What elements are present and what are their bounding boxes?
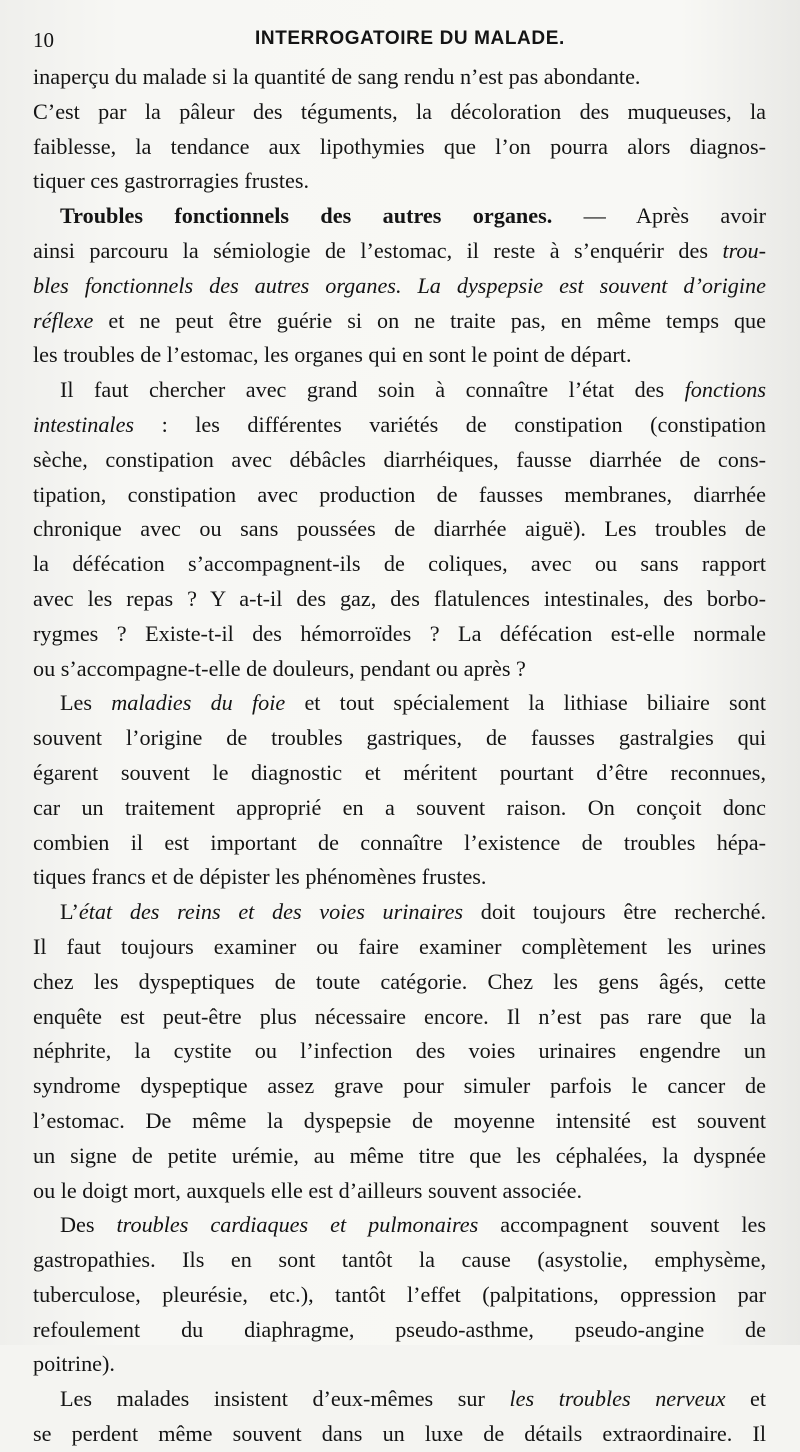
text-run: : les différentes variétés de constipation (constipation <box>134 411 766 437</box>
text-line <box>33 373 766 408</box>
text-run: un signe de petite urémie, au même titre que les céphalées, la dyspnée <box>33 1142 766 1168</box>
text-line <box>33 1208 766 1243</box>
text-line <box>33 269 766 304</box>
text-line <box>33 130 766 165</box>
text-run: souvent l’origine de troubles gastriques, de fausses gastralgies qui <box>33 725 766 751</box>
text-line <box>33 512 766 547</box>
text-run: ou s’accompagne-t-elle de douleurs, pendant ou après ? <box>33 655 526 681</box>
text-run: chez les dyspeptiques de toute catégorie. Chez les gens âgés, cette <box>33 968 766 994</box>
text-run: et tout spécialement la lithiase biliaire sont <box>285 690 766 716</box>
text-run: accompagnent souvent les <box>478 1212 766 1238</box>
text-run: car un traitement approprié en a souvent raison. On conçoit donc <box>33 794 766 820</box>
text-run: Il faut toujours examiner ou faire examiner complètement les urines <box>33 933 766 959</box>
text-line <box>33 1034 766 1069</box>
text-run: poitrine). <box>33 1351 115 1377</box>
text-line <box>33 95 766 130</box>
text-run: se perdent même souvent dans un luxe de détails extraordinaire. Il <box>33 1421 766 1447</box>
text-run: combien il est important de connaître l’existence de troubles hépa- <box>33 829 766 855</box>
text-run: égarent souvent le diagnostic et méritent pourtant d’être reconnues, <box>33 759 766 785</box>
italic-text: bles fonctionnels des autres organes. La dyspepsie est souvent d’origine <box>33 272 766 298</box>
text-line <box>33 721 766 756</box>
text-run: l’estomac. De même la dyspepsie de moyenne intensité est souvent <box>33 1107 766 1133</box>
text-line <box>33 1139 766 1174</box>
text-run: Les <box>60 690 112 716</box>
text-run: gastropathies. Ils en sont tantôt la cause (asystolie, emphysème, <box>33 1247 766 1273</box>
section-heading: Troubles fonctionnels des autres organes. <box>60 203 553 229</box>
text-line <box>33 443 766 478</box>
text-run: néphrite, la cystite ou l’infection des voies urinaires engendre un <box>33 1038 766 1064</box>
text-run: refoulement du diaphragme, pseudo-asthme, pseudo-angine de <box>33 1316 766 1342</box>
text-run: et ne peut être guérie si on ne traite pas, en même temps que <box>93 307 766 333</box>
text-line <box>33 1313 766 1348</box>
text-run: tiques francs et de dépister les phénomènes frustes. <box>33 864 487 890</box>
text-line <box>33 1104 766 1139</box>
page-header <box>33 28 766 58</box>
body-text <box>33 60 766 1452</box>
text-line <box>33 791 766 826</box>
text-run: enquête est peut-être plus nécessaire encore. Il n’est pas rare que la <box>33 1003 766 1029</box>
text-run: ainsi parcouru la sémiologie de l’estomac, il reste à s’enquérir des <box>33 237 723 263</box>
text-line <box>33 234 766 269</box>
text-run: avec les repas ? Y a-t-il des gaz, des flatulences intestinales, des borbo- <box>33 585 766 611</box>
text-line <box>33 60 766 95</box>
text-line <box>33 652 766 687</box>
text-run: tipation, constipation avec production de fausses membranes, diarrhée <box>33 481 766 507</box>
italic-text: les troubles nerveux <box>509 1386 726 1412</box>
text-line <box>33 304 766 339</box>
page-number: 10 <box>33 28 54 52</box>
text-line <box>33 1000 766 1035</box>
text-run: C’est par la pâleur des téguments, la décoloration des muqueuses, la <box>33 98 766 124</box>
italic-text: trou- <box>722 237 766 263</box>
text-run: la défécation s’accompagnent-ils de coliques, avec ou sans rapport <box>33 551 766 577</box>
text-run: faiblesse, la tendance aux lipothymies que l’on pourra alors diagnos- <box>33 133 766 159</box>
text-run: inaperçu du malade si la quantité de sang rendu n’est pas abondante. <box>33 64 641 89</box>
text-run: ou le doigt mort, auxquels elle est d’ailleurs souvent associée. <box>33 1177 582 1203</box>
text-run: tiquer ces gastrorragies frustes. <box>33 168 310 194</box>
text-line <box>33 1347 766 1382</box>
text-line <box>33 338 766 373</box>
text-line <box>33 1382 766 1417</box>
text-line <box>33 895 766 930</box>
text-run: Des <box>60 1212 117 1238</box>
text-line <box>33 408 766 443</box>
text-run: sèche, constipation avec débâcles diarrhéiques, fausse diarrhée de cons- <box>33 446 766 472</box>
text-line <box>33 965 766 1000</box>
text-line <box>33 826 766 861</box>
text-line <box>33 1174 766 1209</box>
text-line <box>33 582 766 617</box>
text-run: Il faut chercher avec grand soin à connaître l’état des <box>60 377 685 403</box>
text-run: chronique avec ou sans poussées de diarrhée aiguë). Les troubles de <box>33 516 766 542</box>
text-line <box>33 1417 766 1452</box>
italic-text: maladies du foie <box>111 690 286 716</box>
text-line <box>33 1278 766 1313</box>
running-head: INTERROGATOIRE DU MALADE. <box>255 28 565 49</box>
text-line <box>33 930 766 965</box>
text-run: et <box>725 1386 767 1412</box>
text-run: tuberculose, pleurésie, etc.), tantôt l’effet (palpitations, oppression par <box>33 1281 766 1307</box>
text-line <box>33 478 766 513</box>
text-line <box>33 756 766 791</box>
text-run: — Après avoir <box>552 203 767 229</box>
text-run: Les malades insistent d’eux-mêmes sur <box>60 1386 510 1412</box>
text-run: syndrome dyspeptique assez grave pour simuler parfois le cancer de <box>33 1073 766 1099</box>
italic-text: fonctions <box>684 377 766 403</box>
italic-text: réflexe <box>33 307 94 333</box>
text-run: L’ <box>60 899 79 925</box>
text-line <box>33 1243 766 1278</box>
italic-text: troubles cardiaques et pulmonaires <box>116 1212 479 1238</box>
text-run: les troubles de l’estomac, les organes qui en sont le point de départ. <box>33 342 632 368</box>
text-run: rygmes ? Existe-t-il des hémorroïdes ? La défécation est-elle normale <box>33 620 766 646</box>
italic-text: intestinales <box>33 411 135 437</box>
text-line <box>33 199 766 234</box>
text-line <box>33 686 766 721</box>
text-run: doit toujours être recherché. <box>463 899 766 925</box>
text-line <box>33 547 766 582</box>
text-line <box>33 1069 766 1104</box>
text-line <box>33 860 766 895</box>
text-line <box>33 164 766 199</box>
italic-text: état des reins et des voies urinaires <box>78 899 464 925</box>
text-line <box>33 617 766 652</box>
